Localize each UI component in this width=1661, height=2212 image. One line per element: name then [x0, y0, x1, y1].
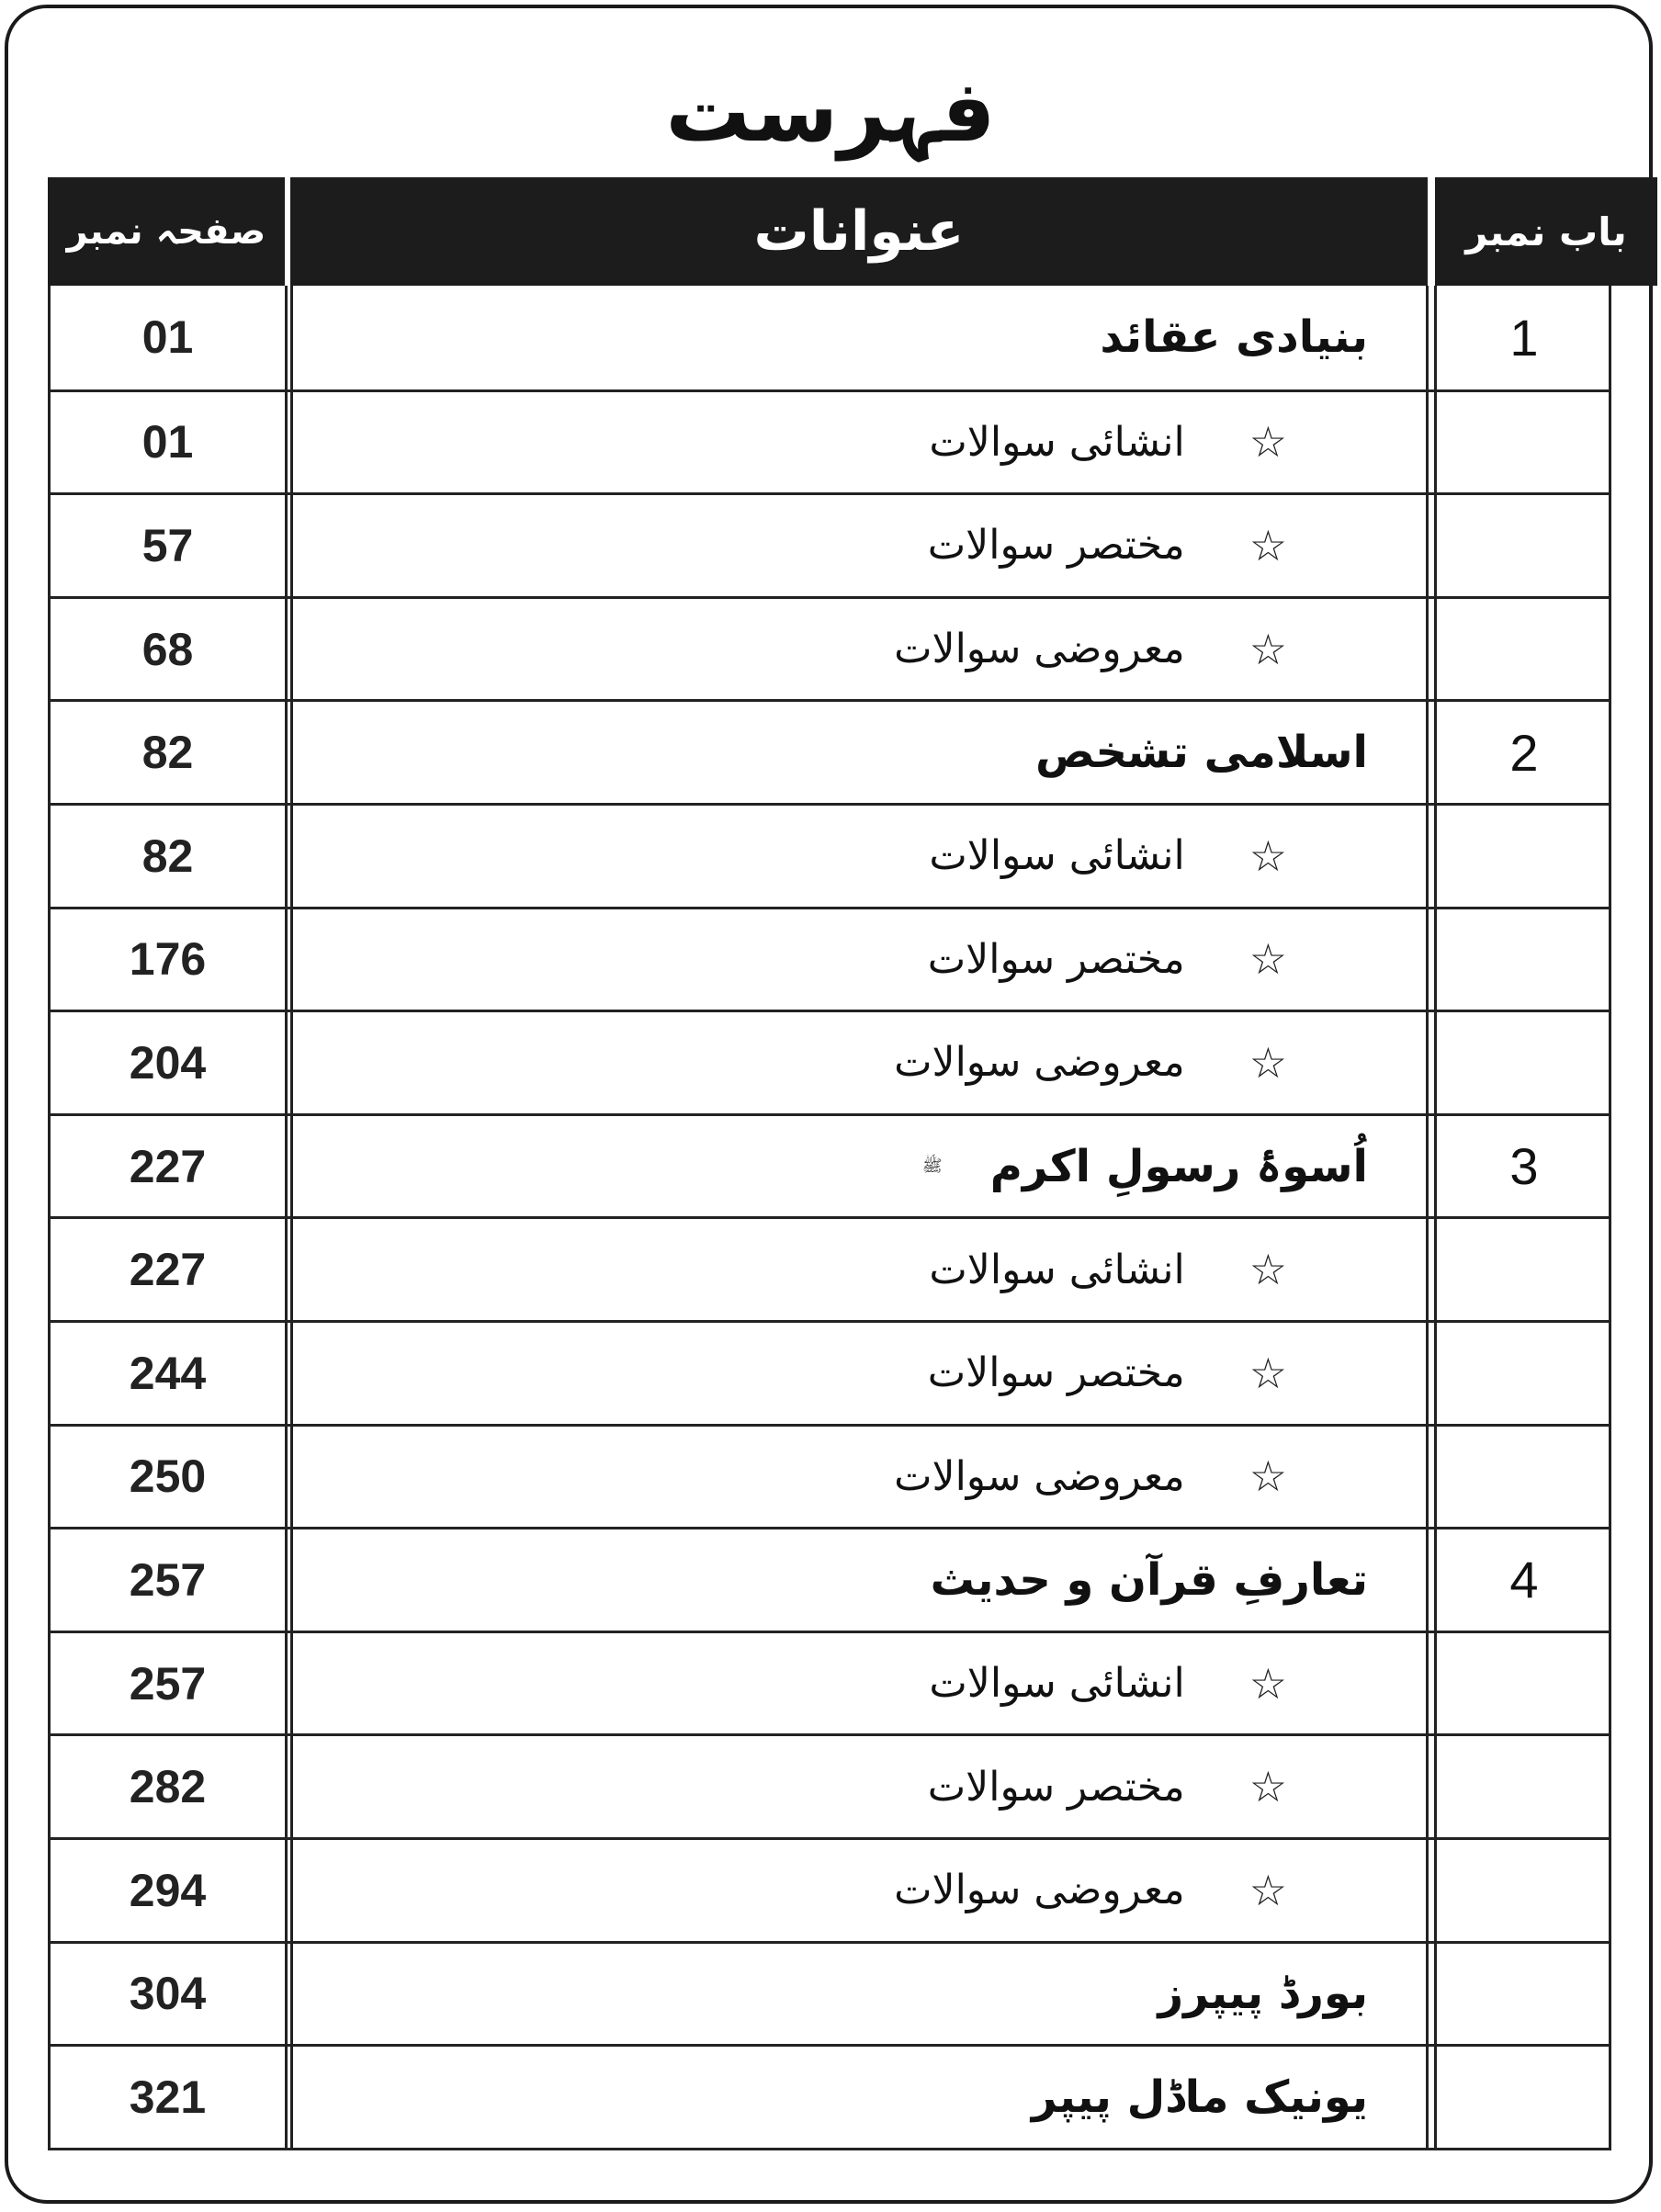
table-row	[51, 1527, 1609, 1631]
chapter-number	[1437, 1840, 1611, 1941]
chapter-title	[293, 702, 1425, 803]
page-number: 57	[141, 519, 194, 571]
page-number: 257	[129, 1553, 207, 1606]
subtopic	[293, 909, 1425, 1010]
star-icon: ☆	[1249, 1245, 1287, 1295]
header-chapter-number: باب نمبر	[1435, 177, 1657, 286]
star-icon: ☆	[1249, 520, 1287, 570]
topic-text: معروضی سوالات	[894, 1452, 1185, 1500]
topic-text: معروضی سوالات	[894, 626, 1185, 673]
topic-text: تعارفِ قرآن و حدیث	[930, 1553, 1368, 1606]
page-number: 321	[129, 2071, 207, 2123]
header-page-number: صفحہ نمبر	[48, 177, 285, 286]
topic-text: معروضی سوالات	[894, 1039, 1185, 1087]
page-number: 304	[129, 1968, 207, 2020]
table-row	[51, 699, 1609, 803]
chapter-number: 2	[1509, 723, 1539, 782]
star-icon: ☆	[1249, 1451, 1287, 1502]
chapter-number	[1437, 495, 1611, 596]
table-header	[48, 177, 1627, 286]
topic-text: یونیک ماڈل پیپر	[1031, 2071, 1368, 2123]
topic-text: اُسوۂ رسولِ اکرم	[989, 1140, 1368, 1192]
chapter-number: 4	[1509, 1551, 1539, 1609]
topic-text: بورڈ پیپرز	[1158, 1968, 1368, 2020]
page-number: 204	[129, 1036, 207, 1089]
topic-text: معروضی سوالات	[894, 1867, 1185, 1914]
chapter-number	[1437, 1944, 1611, 2045]
chapter-number	[1437, 1012, 1611, 1113]
subtopic	[293, 599, 1425, 700]
star-icon: ☆	[1249, 1037, 1287, 1088]
chapter-number	[1437, 1427, 1611, 1528]
page-number: 282	[129, 1761, 207, 1813]
table-row	[51, 1941, 1609, 2045]
table-row	[51, 1320, 1609, 1424]
star-icon: ☆	[1249, 830, 1287, 881]
page-number: 82	[141, 830, 194, 882]
subtopic	[293, 1427, 1425, 1528]
page-number: 176	[129, 933, 207, 986]
topic-text: اسلامی تشخص	[1034, 727, 1368, 779]
chapter-number: 1	[1509, 308, 1539, 367]
chapter-number	[1437, 1736, 1611, 1837]
table-row	[51, 1424, 1609, 1528]
star-icon: ☆	[1249, 1658, 1287, 1709]
star-icon: ☆	[1249, 1348, 1287, 1398]
table-row	[51, 1837, 1609, 1941]
chapter-number	[1437, 909, 1611, 1010]
chapter-number	[1437, 1633, 1611, 1734]
subtopic	[293, 1012, 1425, 1113]
page-number: 68	[141, 623, 194, 675]
subtopic	[293, 1323, 1425, 1424]
star-icon: ☆	[1249, 417, 1287, 468]
page-number: 250	[129, 1450, 207, 1503]
star-icon: ☆	[1249, 624, 1287, 674]
honorific-symbol: ﷺ	[921, 1156, 943, 1176]
chapter-number	[1437, 806, 1611, 907]
table-row	[51, 1113, 1609, 1217]
topic-text: مختصر سوالات	[927, 1349, 1185, 1397]
section-title	[293, 2047, 1425, 2148]
topic-text: انشائی سوالات	[929, 1660, 1185, 1708]
table-row	[51, 286, 1609, 389]
subtopic	[293, 1840, 1425, 1941]
page-number: 01	[141, 311, 194, 364]
table-row	[51, 596, 1609, 700]
page-number: 257	[129, 1657, 207, 1710]
chapter-number	[1437, 1323, 1611, 1424]
page-number: 227	[129, 1140, 207, 1192]
subtopic	[293, 806, 1425, 907]
star-icon: ☆	[1249, 1762, 1287, 1812]
section-title	[293, 1944, 1425, 2045]
chapter-number	[1437, 599, 1611, 700]
chapter-number: 3	[1509, 1137, 1539, 1196]
table-row	[51, 803, 1609, 907]
topic-text: مختصر سوالات	[927, 1763, 1185, 1811]
table-row	[51, 1733, 1609, 1837]
chapter-title	[293, 1116, 1425, 1217]
page-number: 82	[141, 727, 194, 779]
subtopic	[293, 1219, 1425, 1320]
table-row	[51, 1216, 1609, 1320]
topic-text: انشائی سوالات	[929, 832, 1185, 880]
star-icon: ☆	[1249, 1865, 1287, 1915]
header-topics: عنوانات	[290, 177, 1428, 286]
table-row	[51, 492, 1609, 596]
page-number: 244	[129, 1347, 207, 1399]
chapter-title	[293, 286, 1425, 389]
page-number: 227	[129, 1244, 207, 1296]
star-icon: ☆	[1249, 934, 1287, 985]
table-row	[51, 389, 1609, 493]
subtopic	[293, 1736, 1425, 1837]
topic-text: مختصر سوالات	[927, 935, 1185, 983]
table-of-contents	[48, 177, 1627, 2150]
chapter-number	[1437, 392, 1611, 493]
chapter-number	[1437, 1219, 1611, 1320]
topic-text: مختصر سوالات	[927, 522, 1185, 570]
topic-text: انشائی سوالات	[929, 418, 1185, 466]
page-title: فہرست	[665, 62, 996, 161]
table-row	[51, 907, 1609, 1010]
topic-text: انشائی سوالات	[929, 1246, 1185, 1293]
subtopic	[293, 392, 1425, 493]
table-body	[48, 286, 1611, 2150]
subtopic	[293, 1633, 1425, 1734]
subtopic	[293, 495, 1425, 596]
topic-text: بنیادی عقائد	[1100, 311, 1368, 364]
table-row	[51, 1010, 1609, 1113]
table-row	[51, 2044, 1609, 2148]
chapter-title	[293, 1529, 1425, 1631]
page-number: 294	[129, 1864, 207, 1916]
table-row	[51, 1631, 1609, 1734]
page-number: 01	[141, 416, 194, 468]
chapter-number	[1437, 2047, 1611, 2148]
